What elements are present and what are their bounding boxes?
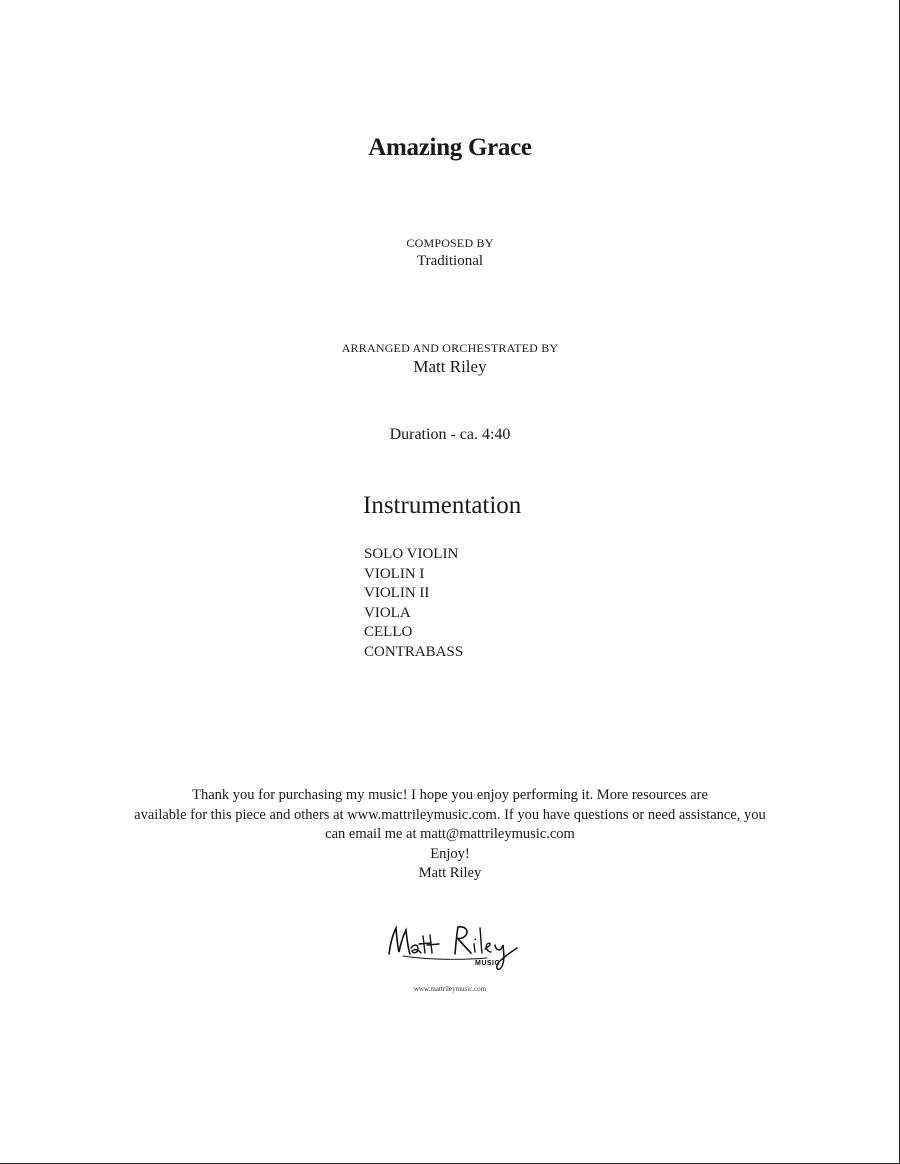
- instrument-item: VIOLIN II: [364, 585, 430, 602]
- arranger-name: Matt Riley: [413, 357, 487, 376]
- thank-you-line: available for this piece and others at www.mattrileymusic.com. If you have questions or need assistance, you: [134, 806, 766, 823]
- instrument-item: SOLO VIOLIN: [364, 546, 459, 562]
- arranged-by-label: ARRANGED AND ORCHESTRATED BY: [341, 341, 559, 355]
- composer-name: Traditional: [416, 253, 484, 269]
- instrument-item: VIOLIN I: [364, 565, 425, 582]
- thank-you-line: Thank you for purchasing my music! I hope you enjoy performing it. More resources are: [192, 787, 708, 803]
- thank-you-line: Matt Riley: [418, 865, 482, 881]
- instrument-item: CONTRABASS: [364, 643, 464, 660]
- thank-you-message: [0, 786, 900, 884]
- logo-website-url: www.mattrileymusic.com: [413, 985, 487, 993]
- composed-by-label: COMPOSED BY: [406, 236, 494, 250]
- instrument-item: VIOLA: [364, 604, 411, 621]
- piece-title: Amazing Grace: [368, 134, 532, 161]
- thank-you-line: Enjoy!: [430, 845, 470, 862]
- logo-music-text: MUSIC: [475, 960, 501, 967]
- instrumentation-heading: Instrumentation: [363, 492, 522, 519]
- instrument-item: CELLO: [364, 624, 413, 641]
- instrument-list: [364, 545, 463, 663]
- duration: Duration - ca. 4:40: [389, 426, 511, 443]
- matt-riley-music-logo: [383, 918, 523, 974]
- thank-you-line: can email me at matt@mattrileymusic.com: [325, 826, 575, 842]
